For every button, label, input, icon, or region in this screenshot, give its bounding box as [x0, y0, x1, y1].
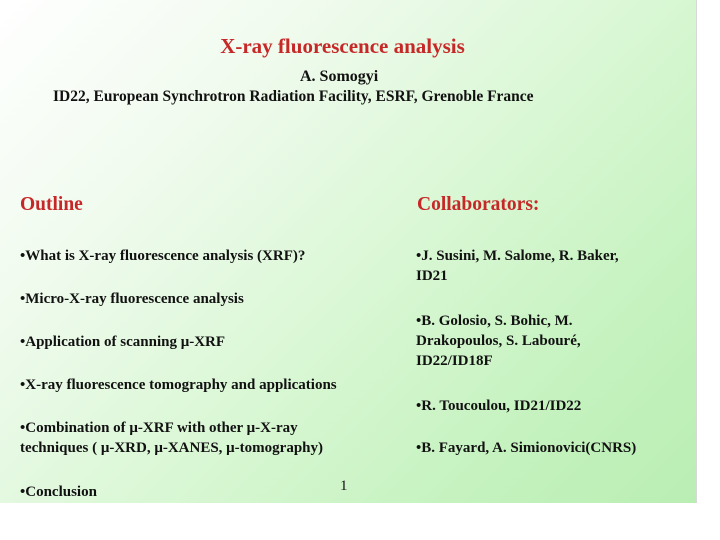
outline-item-line: techniques ( μ-XRD, μ-XANES, μ-tomography): [20, 440, 324, 456]
outline-item-conclusion: [20, 482, 97, 502]
page-number: 1: [340, 478, 348, 494]
outline-item-line: •What is X-ray fluorescence analysis (XRF)?: [20, 248, 306, 264]
outline-item-micro-xrf: [20, 289, 244, 309]
collaborator-item-line: •B. Fayard, A. Simionovici(CNRS): [416, 440, 637, 456]
outline-item-line: •Application of scanning μ-XRF: [20, 334, 226, 350]
outline-item-combination: [20, 418, 323, 458]
collaborator-item-line: ID21: [416, 268, 448, 284]
collaborator-item-golosio: [416, 311, 581, 371]
slide-title: X-ray fluorescence analysis: [220, 34, 465, 58]
outline-item-what-is-xrf: [20, 246, 305, 266]
outline-item-line: •Conclusion: [20, 484, 97, 500]
collaborator-item-line: ID22/ID18F: [416, 353, 493, 369]
collaborator-item-fayard: [416, 438, 636, 458]
collaborators-heading: Collaborators:: [417, 194, 540, 215]
collaborator-item-susini: [416, 246, 619, 286]
outline-item-tomography: [20, 375, 337, 395]
outline-item-line: •Micro-X-ray fluorescence analysis: [20, 291, 244, 307]
collaborator-item-line: •R. Toucoulou, ID21/ID22: [416, 398, 582, 414]
collaborator-item-line: •J. Susini, M. Salome, R. Baker,: [416, 248, 619, 264]
author-name: A. Somogyi: [300, 68, 379, 85]
affiliation: ID22, European Synchrotron Radiation Facility, ESRF, Grenoble France: [53, 88, 534, 105]
outline-item-scanning-xrf: [20, 332, 225, 352]
collaborator-item-toucoulou: [416, 396, 581, 416]
outline-item-line: •Combination of μ-XRF with other μ-X-ray: [20, 420, 298, 436]
collaborator-item-line: •B. Golosio, S. Bohic, M.: [416, 313, 573, 329]
collaborator-item-line: Drakopoulos, S. Labouré,: [416, 333, 581, 349]
outline-heading: Outline: [20, 194, 83, 215]
outline-item-line: •X-ray fluorescence tomography and applications: [20, 377, 337, 393]
